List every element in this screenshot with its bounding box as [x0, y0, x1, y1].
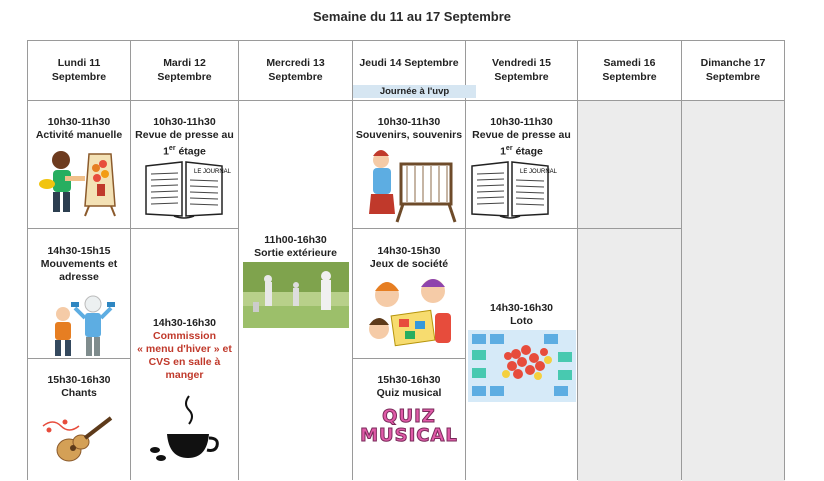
- schedule-grid: [27, 40, 785, 480]
- event-lundi-pm2: 15h30-16h30 Chants: [47, 374, 111, 399]
- day-header-samedi: Samedi 16 Septembre: [602, 57, 657, 83]
- event-mercredi: 11h00-16h30 Sortie extérieure: [254, 234, 337, 259]
- event-vendredi-pm: 14h30-16h30 Loto: [489, 302, 554, 327]
- painting-child-icon: [39, 146, 121, 216]
- day-header-jeudi: Jeudi 14 Septembre: [359, 57, 459, 69]
- quiz-musical-logo: QUIZ MUSICAL: [360, 406, 458, 446]
- event-mardi-am: 10h30-11h30 Revue de presse au 1er étage: [135, 116, 234, 158]
- day-header-mardi: Mardi 12 Septembre: [157, 57, 212, 83]
- newspaper-reader-icon: [144, 158, 232, 220]
- svg-text:LE JOURNAL: LE JOURNAL: [194, 169, 232, 175]
- event-lundi-pm1: 14h30-15h15 Mouvements et adresse: [40, 245, 118, 283]
- coffee-cup-icon: [145, 392, 225, 462]
- day-header-vendredi: Vendredi 15 Septembre: [492, 57, 551, 83]
- event-jeudi-pm1: 14h30-15h30 Jeux de société: [369, 245, 449, 270]
- day-header-lundi: Lundi 11 Septembre: [51, 57, 107, 83]
- day-header-mercredi: Mercredi 13 Septembre: [266, 57, 325, 83]
- event-lundi-am: 10h30-11h30 Activité manuelle: [35, 116, 123, 141]
- svg-text:LE JOURNAL: LE JOURNAL: [520, 169, 558, 175]
- weekend-shade-sunday: [682, 101, 785, 481]
- guitar-icon: [39, 412, 119, 464]
- day-header-dimanche: Dimanche 17 Septembre: [700, 57, 766, 83]
- event-vendredi-am: 10h30-11h30 Revue de presse au 1er étage: [472, 116, 571, 158]
- event-mardi-pm: 14h30-16h30 Commission « menu d'hiver » et CVS en salle à manger: [137, 317, 232, 381]
- page-title: Semaine du 11 au 17 Septembre: [313, 9, 511, 24]
- park-statues-photo: [243, 262, 349, 328]
- jeudi-tag: Journée à l'uvp: [353, 85, 476, 98]
- event-jeudi-pm2: 15h30-16h30 Quiz musical: [376, 374, 442, 399]
- newspaper-reader-icon: [470, 158, 558, 220]
- loto-cards-icon: [468, 330, 576, 402]
- weaving-loom-icon: [367, 146, 457, 222]
- board-game-icon: [365, 273, 455, 353]
- weekend-shade-saturday: [578, 101, 681, 481]
- event-jeudi-am: 10h30-11h30 Souvenirs, souvenirs: [355, 116, 463, 141]
- exercise-seniors-icon: [45, 290, 117, 358]
